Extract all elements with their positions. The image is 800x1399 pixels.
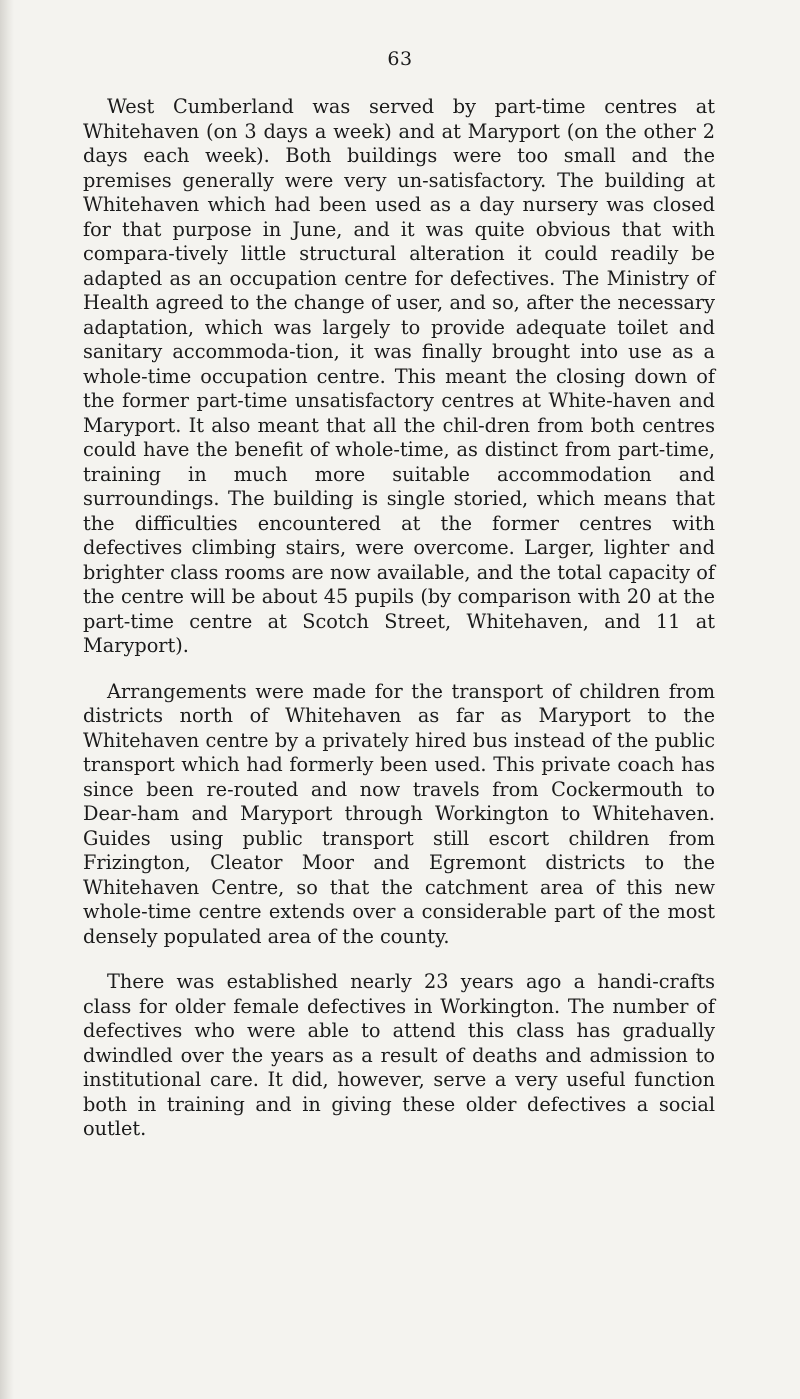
page-edge-shadow xyxy=(0,0,14,1399)
paragraph-transport: Arrangements were made for the transport of children from districts north of Whitehaven as far as Maryport to the Whitehaven centre by a privately hired bus instead of the public transport which had formerly been used. This private coach has since been re-routed and now travels from Cockermouth to Dear-ham and Maryport through Workington to Whitehaven. Guides using public transport still escort children from Frizington, Cleator Moor and Egremont districts to the Whitehaven Centre, so that the catchment area of this new whole-time centre extends over a considerable part of the most densely populated area of the county. xyxy=(83,679,715,948)
page-number: 63 xyxy=(387,48,413,70)
document-body xyxy=(83,95,715,1142)
paragraph-centres: West Cumberland was served by part-time centres at Whitehaven (on 3 days a week) and at Maryport (on the other 2 days each week). Both buildings were too small and the premises generally were very un-satisfactory. The building at Whitehaven which had been used as a day nursery was closed for that purpose in June, and it was quite obvious that with compara-tively little structural alteration it could readily be adapted as an occupation centre for defectives. The Ministry of Health agreed to the change of user, and so, after the necessary adaptation, which was largely to provide adequate toilet and sanitary accommoda-tion, it was finally brought into use as a whole-time occupation centre. This meant the closing down of the former part-time unsatisfactory centres at White-haven and Maryport. It also meant that all the chil-dren from both centres could have the benefit of whole-time, as distinct from part-time, training in much more suitable accommodation and surroundings. The building is single storied, which means that the difficulties encountered at the former centres with defectives climbing stairs, were overcome. Larger, lighter and brighter class rooms are now available, and the total capacity of the centre will be about 45 pupils (by comparison with 20 at the part-time centre at Scotch Street, Whitehaven, and 11 at Maryport). xyxy=(83,95,715,657)
paragraph-handicrafts: There was established nearly 23 years ago a handi-crafts class for older female defectives in Workington. The number of defectives who were able to attend this class has gradually dwindled over the years as a result of deaths and admission to institutional care. It did, however, serve a very useful function both in training and in giving these older defectives a social outlet. xyxy=(83,970,715,1140)
